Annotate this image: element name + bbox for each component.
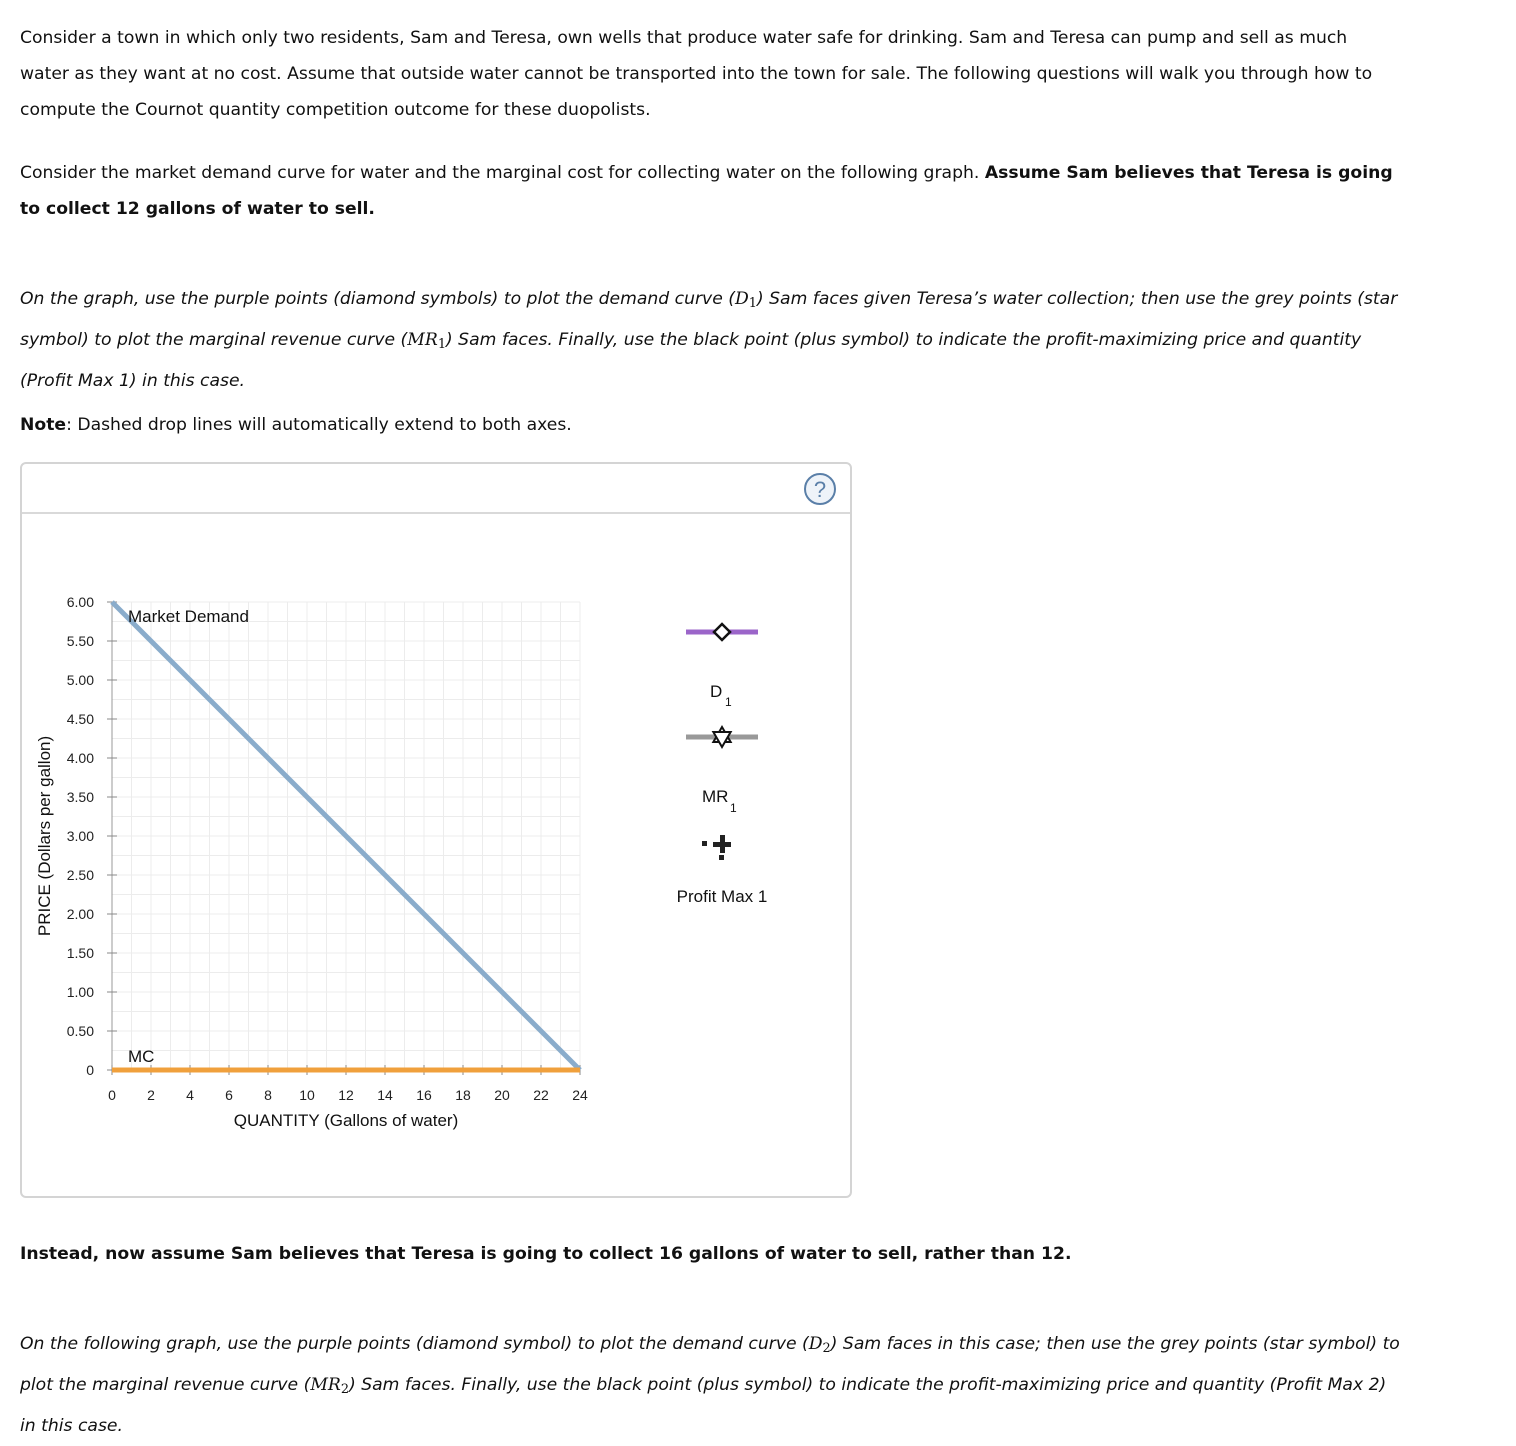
assumption-bold-text: Assume Sam believes that Teresa is going to collect 12 gallons of water to sell. [20, 163, 1393, 219]
help-button[interactable]: ? [804, 473, 836, 505]
followup-paragraph [20, 1236, 1400, 1272]
y-axis-title: PRICE (Dollars per gallon) [35, 735, 54, 937]
x-axis-title: QUANTITY (Gallons of water) [233, 1111, 459, 1130]
y-tick-label: 5.50 [66, 633, 94, 649]
note-text: : Dashed drop lines will automatically extend to both axes. [66, 415, 572, 435]
mr2-symbol: $MR_2$ [310, 1375, 350, 1398]
x-tick-label: 8 [264, 1087, 272, 1103]
legend-mr1-label: MR [702, 787, 729, 806]
x-tick-label: 18 [455, 1087, 471, 1103]
diamond-icon [714, 624, 730, 640]
legend-profit-max-label: Profit Max 1 [676, 887, 768, 906]
y-tick-label: 4.00 [66, 750, 94, 766]
instruction1-text-a: On the graph, use the purple points (diamond symbols) to plot the demand curve ( [20, 289, 735, 309]
y-tick-label: 3.50 [66, 789, 94, 805]
intro-paragraph: Consider a town in which only two residents, Sam and Teresa, own wells that produce water safe for drinking. Sam and Teresa can pump and sell as much water as they want at no cost. Assume that outside water cannot be transported into the town for sale. The following questions will walk you through how to compute the Cournot quantity competition outcome for these duopolists. [20, 28, 1373, 120]
legend-d1-sub: 1 [725, 695, 732, 709]
x-tick-label: 10 [299, 1087, 315, 1103]
mc-label: MC [128, 1047, 155, 1066]
legend [677, 624, 768, 906]
x-tick-label: 20 [494, 1087, 510, 1103]
y-tick-label: 5.00 [66, 672, 94, 688]
y-tick-label: 0 [86, 1062, 94, 1078]
d2-symbol: $D_2$ [808, 1334, 831, 1357]
note-paragraph [20, 407, 1400, 443]
y-tick-label: 3.00 [66, 828, 94, 844]
x-tick-label: 6 [225, 1087, 233, 1103]
market-demand-label: Market Demand [128, 607, 249, 626]
mr1-symbol: $MR_1$ [407, 330, 447, 353]
plus-icon-vertical [720, 835, 725, 853]
followup-bold-text: Instead, now assume Sam believes that Teresa is going to collect 16 gallons of water to sell, rather than 12. [20, 1244, 1072, 1264]
x-tick-label: 12 [338, 1087, 354, 1103]
y-tick-label: 4.50 [66, 711, 94, 727]
chart-canvas[interactable] [22, 464, 850, 1196]
instruction2-text-b: ) Sam faces in this case; then use the grey points (star symbol) to plot the marginal revenue curve ( [20, 1334, 1400, 1396]
note-label: Note [20, 415, 67, 435]
legend-plus-dash-h [702, 841, 707, 846]
legend-plus-dash-v [719, 855, 724, 860]
legend-d1-label: D [710, 682, 723, 701]
x-tick-label: 22 [533, 1087, 549, 1103]
y-tick-label: 0.50 [66, 1023, 94, 1039]
instruction1-text-c: ) Sam faces. Finally, use the black point (plus symbol) to indicate the profit-maximizing price and quantity (Profit Max 1) in this case. [20, 330, 1362, 392]
x-tick-label: 4 [186, 1087, 194, 1103]
graph-panel [20, 462, 852, 1198]
y-tick-label: 2.00 [66, 906, 94, 922]
x-tick-label: 24 [572, 1087, 588, 1103]
y-tick-label: 6.00 [66, 594, 94, 610]
y-tick-label: 2.50 [66, 867, 94, 883]
x-tick-label: 0 [108, 1087, 116, 1103]
y-tick-label: 1.00 [66, 984, 94, 1000]
assumption-paragraph [20, 155, 1400, 227]
legend-mr1-sub: 1 [730, 801, 737, 815]
y-tick-label: 1.50 [66, 945, 94, 961]
instruction2-text-c: ) Sam faces. Finally, use the black point (plus symbol) to indicate the profit-maximizing price and quantity (Profit Max 2) in this case. [20, 1375, 1387, 1437]
instruction-paragraph-1 [20, 281, 1400, 399]
x-tick-label: 14 [377, 1087, 393, 1103]
d1-symbol: $D_1$ [734, 289, 757, 312]
x-tick-label: 16 [416, 1087, 432, 1103]
instruction-paragraph-2 [20, 1326, 1400, 1444]
axes [35, 594, 588, 1130]
assumption-text: Consider the market demand curve for water and the marginal cost for collecting water on the following graph. [20, 163, 985, 183]
instruction2-text-a: On the following graph, use the purple points (diamond symbol) to plot the demand curve ( [20, 1334, 809, 1354]
x-tick-label: 2 [147, 1087, 155, 1103]
instruction1-text-b: ) Sam faces given Teresa’s water collection; then use the grey points (star symbol) to plot the marginal revenue curve ( [20, 289, 1398, 351]
